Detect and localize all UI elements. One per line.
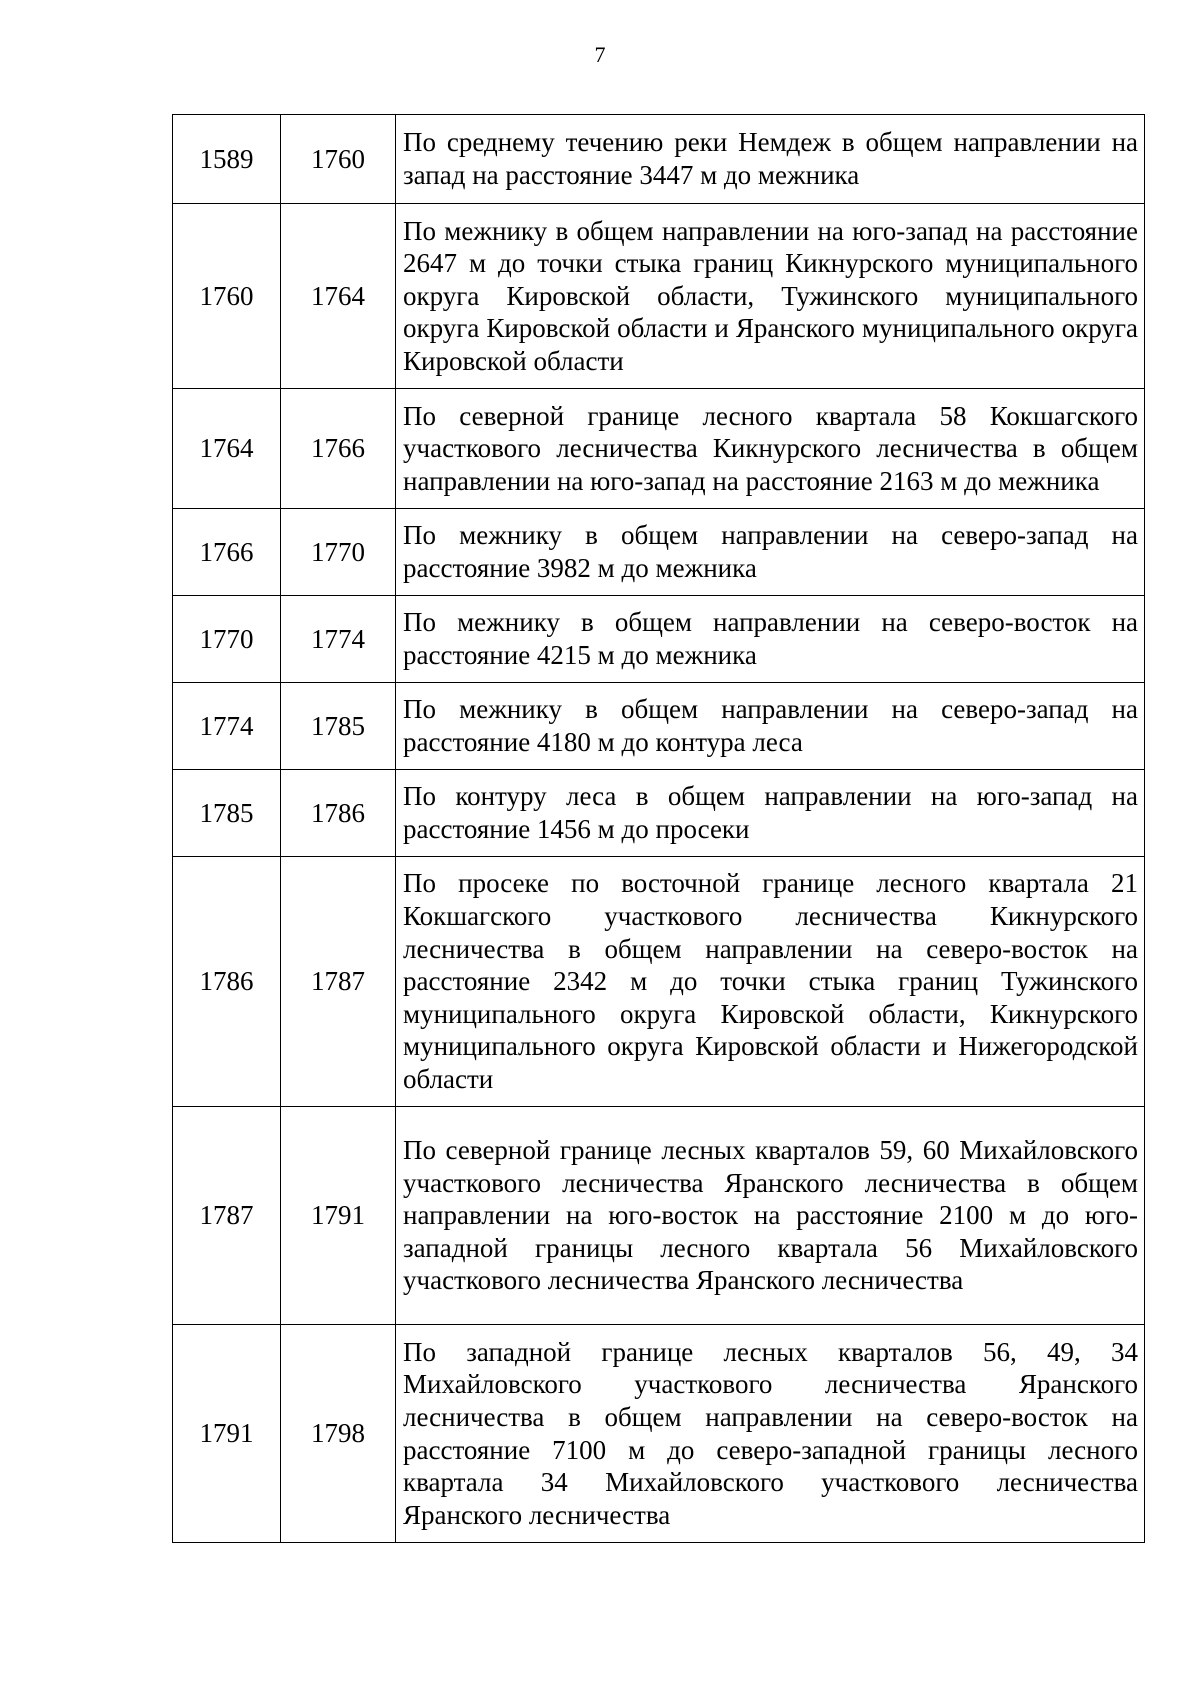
table-row (173, 389, 1145, 509)
table-row (173, 596, 1145, 683)
table-row (173, 509, 1145, 596)
from-point-cell: 1764 (173, 389, 281, 509)
description-cell: По среднему течению реки Немдеж в общем направлении на запад на расстояние 3447 м до межника (396, 115, 1145, 204)
table-row (173, 204, 1145, 389)
to-point-cell: 1770 (281, 509, 396, 596)
table-row (173, 770, 1145, 857)
from-point-cell: 1791 (173, 1325, 281, 1543)
description-cell: По западной границе лесных кварталов 56, 49, 34 Михайловского участкового лесничества Яранского лесничества в общем направлении на северо-восток на расстояние 7100 м до северо-западной границы лесного квартала 34 Михайловского участкового лесничества Яранского лесничества (396, 1325, 1145, 1543)
from-point-cell: 1774 (173, 683, 281, 770)
from-point-cell: 1786 (173, 857, 281, 1107)
to-point-cell: 1798 (281, 1325, 396, 1543)
from-point-cell: 1760 (173, 204, 281, 389)
description-cell: По северной границе лесного квартала 58 Кокшагского участкового лесничества Кикнурского лесничества в общем направлении на юго-запад на расстояние 2163 м до межника (396, 389, 1145, 509)
to-point-cell: 1787 (281, 857, 396, 1107)
from-point-cell: 1787 (173, 1107, 281, 1325)
from-point-cell: 1770 (173, 596, 281, 683)
table-row (173, 857, 1145, 1107)
description-cell: По межнику в общем направлении на северо-запад на расстояние 3982 м до межника (396, 509, 1145, 596)
description-cell: По межнику в общем направлении на северо-восток на расстояние 4215 м до межника (396, 596, 1145, 683)
to-point-cell: 1774 (281, 596, 396, 683)
boundary-table (172, 114, 1145, 1543)
table-row (173, 1325, 1145, 1543)
table-row (173, 115, 1145, 204)
page-number: 7 (594, 42, 606, 67)
description-cell: По межнику в общем направлении на юго-запад на расстояние 2647 м до точки стыка границ Кикнурского муниципального округа Кировской области, Тужинского муниципального округа Кировской области и Яранского муниципального округа Кировской области (396, 204, 1145, 389)
to-point-cell: 1786 (281, 770, 396, 857)
from-point-cell: 1766 (173, 509, 281, 596)
to-point-cell: 1760 (281, 115, 396, 204)
to-point-cell: 1764 (281, 204, 396, 389)
description-cell: По межнику в общем направлении на северо-запад на расстояние 4180 м до контура леса (396, 683, 1145, 770)
to-point-cell: 1766 (281, 389, 396, 509)
description-cell: По северной границе лесных кварталов 59, 60 Михайловского участкового лесничества Яранского лесничества в общем направлении на юго-восток на расстояние 2100 м до юго-западной границы лесного квартала 56 Михайловского участкового лесничества Яранского лесничества (396, 1107, 1145, 1325)
table-row (173, 1107, 1145, 1325)
to-point-cell: 1791 (281, 1107, 396, 1325)
table-row (173, 683, 1145, 770)
to-point-cell: 1785 (281, 683, 396, 770)
description-cell: По просеке по восточной границе лесного квартала 21 Кокшагского участкового лесничества Кикнурского лесничества в общем направлении на северо-восток на расстояние 2342 м до точки стыка границ Тужинского муниципального округа Кировской области, Кикнурского муниципального округа Кировской области и Нижегородской области (396, 857, 1145, 1107)
description-cell: По контуру леса в общем направлении на юго-запад на расстояние 1456 м до просеки (396, 770, 1145, 857)
from-point-cell: 1589 (173, 115, 281, 204)
from-point-cell: 1785 (173, 770, 281, 857)
